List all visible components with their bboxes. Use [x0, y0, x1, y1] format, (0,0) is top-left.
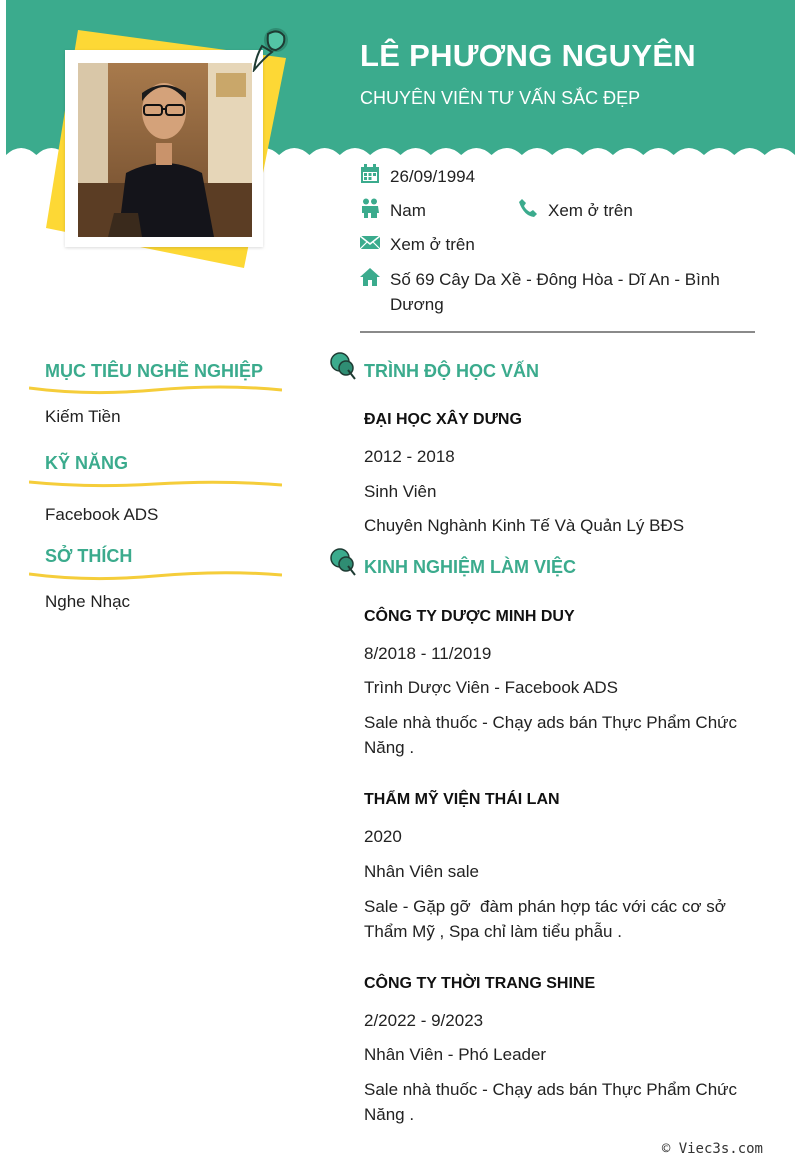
job-company: THẨM MỸ VIỆN THÁI LAN — [364, 791, 560, 808]
objective-heading: MỤC TIÊU NGHỀ NGHIỆP — [45, 361, 264, 381]
job-description: Sale nhà thuốc - Chạy ads bán Thực Phẩm Chức Năng . — [364, 1080, 738, 1124]
calendar-icon — [360, 164, 380, 184]
objective-text: Kiếm Tiền — [45, 407, 121, 426]
full-name: LÊ PHƯƠNG NGUYÊN — [360, 38, 696, 73]
job-position: Trình Dược Viên - Facebook ADS — [364, 678, 619, 697]
address-row — [360, 267, 755, 317]
education-degree: Sinh Viên — [364, 482, 437, 501]
home-icon — [360, 267, 380, 287]
divider — [360, 331, 755, 333]
skills-heading: KỸ NĂNG — [45, 453, 129, 473]
gender-value: Nam — [390, 201, 426, 220]
email-row — [360, 232, 475, 257]
hobbies-text: Nghe Nhạc — [45, 592, 131, 611]
job-company: CÔNG TY THỜI TRANG SHINE — [364, 975, 596, 992]
hobbies-wave — [29, 570, 282, 582]
job-title: CHUYÊN VIÊN TƯ VẤN SẮC ĐẸP — [360, 88, 641, 108]
copyright: © Viec3s.com — [661, 1141, 763, 1157]
job-position: Nhân Viên - Phó Leader — [364, 1045, 547, 1064]
job-description: Sale - Gặp gỡ đàm phán hợp tác với các cơ sở Thẩm Mỹ , Spa chỉ làm tiểu phẫu . — [364, 897, 731, 941]
birthday-value: 26/09/1994 — [390, 167, 476, 186]
email-value: Xem ở trên — [390, 235, 475, 254]
phone-icon — [518, 198, 538, 218]
education-heading: TRÌNH ĐỘ HỌC VẤN — [364, 361, 539, 381]
experience-heading: KINH NGHIỆM LÀM VIỆC — [364, 557, 577, 577]
school-name: ĐẠI HỌC XÂY DƯNG — [364, 411, 522, 428]
job-period: 2020 — [364, 827, 402, 846]
pen-pin-icon — [250, 26, 290, 77]
phone-row — [518, 198, 633, 223]
education-period: 2012 - 2018 — [364, 447, 455, 466]
job-description: Sale nhà thuốc - Chạy ads bán Thực Phẩm Chức Năng . — [364, 713, 738, 757]
gender-row — [360, 198, 426, 223]
job-period: 2/2022 - 9/2023 — [364, 1011, 484, 1030]
photo-frame — [65, 50, 263, 247]
envelope-icon — [360, 232, 380, 252]
birthday-row — [360, 164, 475, 189]
people-icon — [360, 198, 380, 218]
skills-wave — [29, 478, 282, 490]
pushpin-icon — [330, 548, 356, 576]
job-period: 8/2018 - 11/2019 — [364, 644, 492, 663]
phone-value: Xem ở trên — [548, 201, 633, 220]
job-position: Nhân Viên sale — [364, 862, 479, 881]
objective-wave — [29, 384, 282, 396]
pushpin-icon — [330, 352, 356, 380]
avatar — [78, 63, 252, 237]
job-company: CÔNG TY DƯỢC MINH DUY — [364, 608, 575, 625]
address-value: Số 69 Cây Da Xề - Đông Hòa - Dĩ An - Bình Dương — [390, 270, 720, 314]
education-major: Chuyên Nghành Kinh Tế Và Quản Lý BĐS — [364, 516, 685, 535]
skills-text: Facebook ADS — [45, 505, 159, 524]
hobbies-heading: SỞ THÍCH — [45, 546, 133, 566]
